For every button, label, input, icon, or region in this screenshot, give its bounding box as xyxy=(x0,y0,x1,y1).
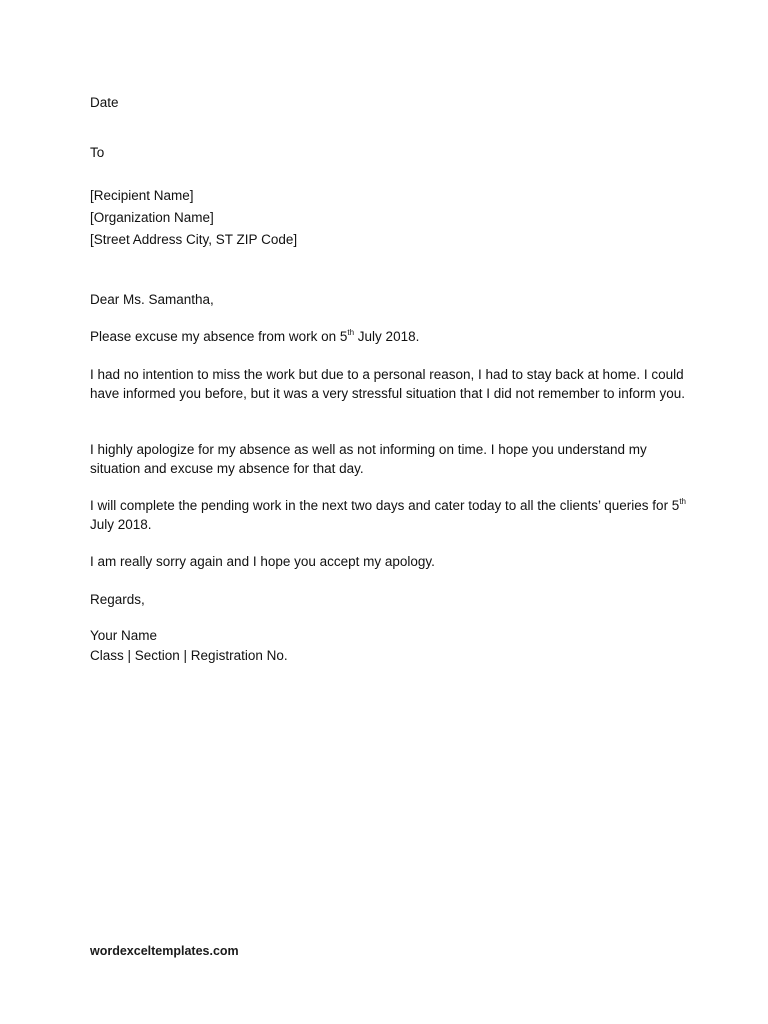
closing: Regards, xyxy=(90,592,145,607)
date-line: Date xyxy=(90,95,119,110)
body-paragraph-4 xyxy=(90,496,690,534)
para1-text-end: July 2018. xyxy=(354,329,420,344)
body-paragraph-2: I had no intention to miss the work but due to a personal reason, I had to stay back at home. I could have informed you before, but it was a very stressful situation that I did not remember to inform you. xyxy=(90,367,686,401)
organization-name: [Organization Name] xyxy=(90,210,214,225)
para4-superscript: th xyxy=(679,496,686,506)
sender-name: Your Name xyxy=(90,628,158,643)
para1-superscript: th xyxy=(347,327,355,337)
body-paragraph-1 xyxy=(90,327,690,346)
para1-text-start: Please excuse my absence from work on 5 xyxy=(90,329,348,344)
recipient-name: [Recipient Name] xyxy=(90,188,194,203)
street-address: [Street Address City, ST ZIP Code] xyxy=(90,232,298,247)
body-paragraph-3: I highly apologize for my absence as well as not informing on time. I hope you understand my situation and excuse my absence for that day. xyxy=(90,442,647,476)
para4-text-start: I will complete the pending work in the next two days and cater today to all the clients’ queries for 5 xyxy=(90,498,680,513)
to-line: To xyxy=(90,145,105,160)
sender-details: Class | Section | Registration No. xyxy=(90,648,288,663)
footer-website: wordexceltemplates.com xyxy=(90,944,239,958)
body-paragraph-5: I am really sorry again and I hope you accept my apology. xyxy=(90,554,435,569)
salutation: Dear Ms. Samantha, xyxy=(90,292,214,307)
para4-text-end: July 2018. xyxy=(90,517,152,532)
